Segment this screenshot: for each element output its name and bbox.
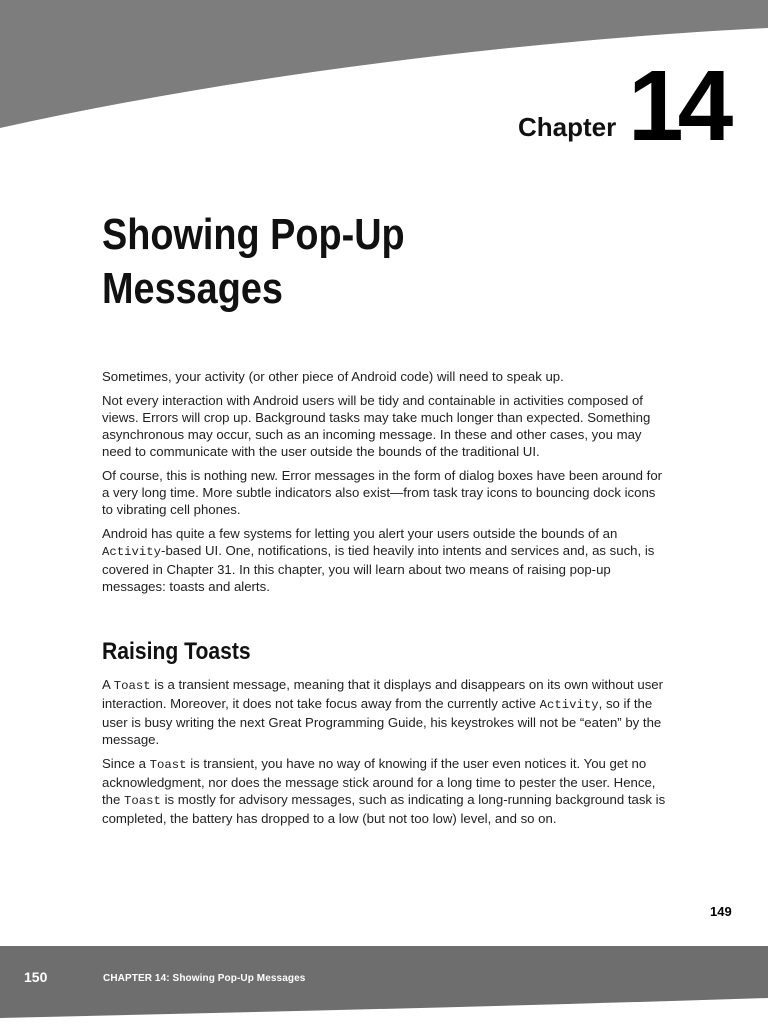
intro-paragraph-1: Sometimes, your activity (or other piece of Android code) will need to speak up. xyxy=(102,369,564,384)
code-toast: Toast xyxy=(149,758,187,772)
text-run: is mostly for advisory messages, such as indicating a long-running background task is completed, the battery has dropped to a low (but not too low) level, and so on. xyxy=(102,792,666,826)
text-run: A xyxy=(102,677,114,692)
chapter-title-line-1: Showing Pop-Up xyxy=(102,210,405,259)
intro-paragraph-2: Not every interaction with Android users will be tidy and containable in activities composed of views. Errors will crop up. Background tasks may take much longer than expected. Something asynchronous may occur, such as an incoming message. In these and other cases, you may need to communicate with the user outside the bounds of the traditional UI. xyxy=(102,393,651,459)
section-paragraph-1 xyxy=(102,676,667,748)
section-paragraph-2 xyxy=(102,755,667,827)
code-toast: Toast xyxy=(124,794,161,808)
text-run: Since a xyxy=(102,756,150,771)
chapter-label: Chapter xyxy=(518,112,617,142)
text-run: , so if the user is busy writing the next Great Programming Guide, his keystrokes will not be “eaten” by the message. xyxy=(102,696,662,747)
text-run: -based UI. One, notifications, is tied heavily into intents and services and, as such, is covered in Chapter 31. In this chapter, you will learn about two means of raising pop-up messages: toasts and alerts. xyxy=(102,543,655,594)
intro-paragraph-4 xyxy=(102,525,667,595)
section-text xyxy=(102,676,667,834)
text-run: Android has quite a few systems for letting you alert your users outside the bounds of an xyxy=(102,526,618,541)
page-number: 149 xyxy=(710,904,732,919)
chapter-number: 14 xyxy=(628,50,728,162)
intro-text xyxy=(102,368,667,602)
code-toast: Toast xyxy=(113,679,151,693)
code-activity: Activity xyxy=(539,698,599,712)
footer-band xyxy=(0,946,768,1024)
footer-page-number: 150 xyxy=(24,969,48,985)
text-run: is transient, you have no way of knowing if the user even notices it. You get no acknowledgment, nor does the message stick around for a long time to pester the user. Hence, the xyxy=(102,756,656,807)
code-activity: Activity xyxy=(102,545,162,559)
section-heading: Raising Toasts xyxy=(102,638,251,665)
chapter-title xyxy=(102,208,584,316)
intro-paragraph-3: Of course, this is nothing new. Error messages in the form of dialog boxes have been around for a very long time. More subtle indicators also exist—from task tray icons to bouncing dock icons to vibrating cell phones. xyxy=(102,468,663,517)
text-run: is a transient message, meaning that it displays and disappears on its own without user interaction. Moreover, it does not take focus away from the currently active xyxy=(102,677,664,711)
footer-running-title: CHAPTER 14: Showing Pop-Up Messages xyxy=(103,973,306,984)
chapter-title-line-2: Messages xyxy=(102,264,283,313)
